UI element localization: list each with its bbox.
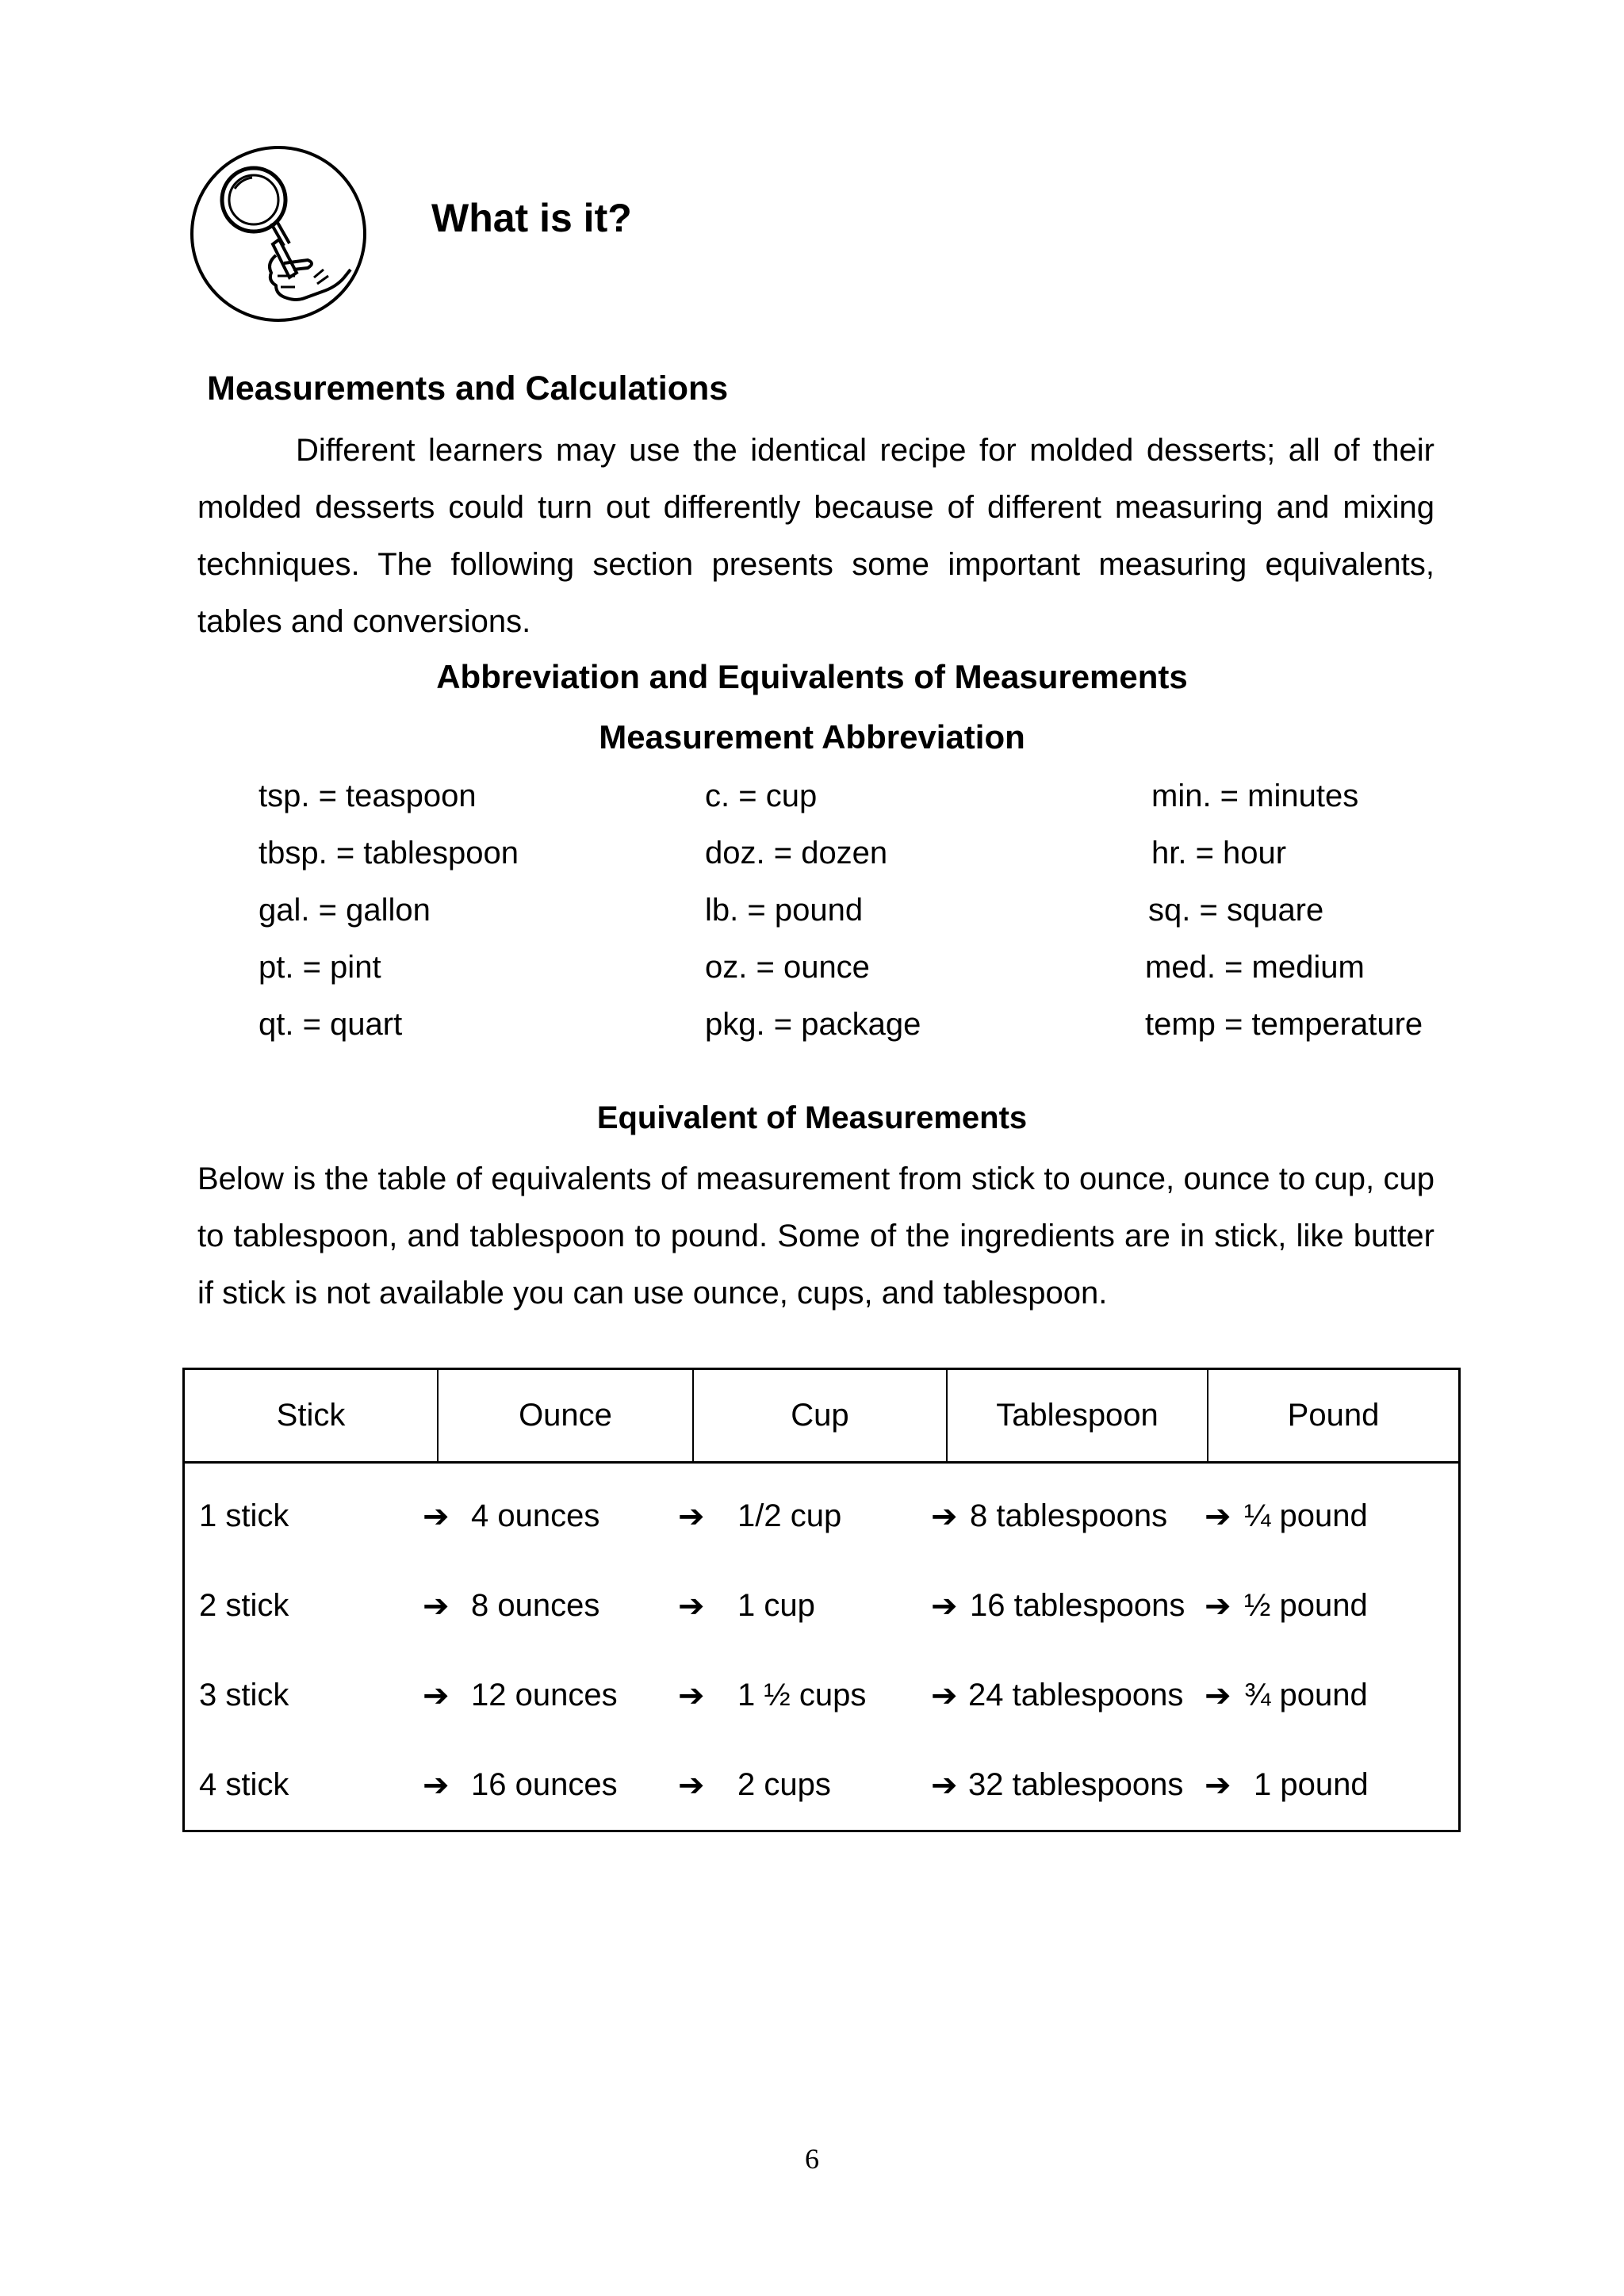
abbreviation-item: pkg. = package xyxy=(705,1007,921,1042)
abbreviation-item: med. = medium xyxy=(1145,950,1365,985)
abbreviation-item: pt. = pint xyxy=(259,950,381,985)
abbreviation-item: c. = cup xyxy=(705,779,818,813)
measurement-abbreviation-heading: Measurement Abbreviation xyxy=(599,718,1025,756)
arrow-icon: ➔ xyxy=(678,1499,705,1534)
table-cell: 16 tablespoons xyxy=(970,1588,1185,1623)
abbreviation-item: min. = minutes xyxy=(1151,779,1359,813)
table-header-divider xyxy=(185,1461,1458,1464)
table-cell: 32 tablespoons xyxy=(968,1767,1184,1802)
equivalents-table xyxy=(182,1368,1461,1832)
arrow-icon: ➔ xyxy=(678,1768,705,1803)
arrow-icon: ➔ xyxy=(423,1678,450,1713)
table-header-stick: Stick xyxy=(185,1370,439,1461)
section-heading: What is it? xyxy=(431,196,632,240)
table-cell: 4 stick xyxy=(199,1767,289,1802)
abbreviation-item: gal. = gallon xyxy=(259,893,431,928)
table-cell: 2 cups xyxy=(737,1767,831,1802)
table-cell: 1 ½ cups xyxy=(737,1678,867,1712)
abbreviation-heading: Abbreviation and Equivalents of Measurements xyxy=(436,658,1188,695)
arrow-icon: ➔ xyxy=(423,1589,450,1624)
arrow-icon: ➔ xyxy=(678,1589,705,1624)
abbreviation-item: hr. = hour xyxy=(1151,836,1287,871)
table-cell: 1 cup xyxy=(737,1588,815,1623)
arrow-icon: ➔ xyxy=(1205,1678,1231,1713)
table-cell: 8 tablespoons xyxy=(970,1498,1168,1533)
arrow-icon: ➔ xyxy=(931,1589,958,1624)
table-header-pound: Pound xyxy=(1287,1398,1380,1433)
section-title: Measurements and Calculations xyxy=(207,369,729,408)
arrow-icon: ➔ xyxy=(1205,1768,1231,1803)
arrow-icon: ➔ xyxy=(931,1768,958,1803)
abbreviation-item: oz. = ounce xyxy=(705,950,870,985)
table-cell: 8 ounces xyxy=(471,1588,600,1623)
table-cell: 3 stick xyxy=(199,1678,289,1712)
page-number: 6 xyxy=(805,2143,819,2175)
table-header-ounce: Ounce xyxy=(439,1370,694,1461)
intro-paragraph: Different learners may use the identical recipe for molded desserts; all of their molded desserts could turn out differently because of different measuring and mixing techniques. The following section presents some important measuring equivalents, tables and conversions. xyxy=(197,433,1434,639)
table-header-cup: Cup xyxy=(694,1370,948,1461)
abbreviation-item: sq. = square xyxy=(1148,893,1324,928)
arrow-icon: ➔ xyxy=(1205,1499,1231,1534)
equivalent-description: Below is the table of equivalents of measurement from stick to ounce, ounce to cup, cup to tablespoon, and tablespoon to pound. Some of the ingredients are in stick, like butter if stick is not available you can use ounce, cups, and tablespoon. xyxy=(197,1161,1434,1311)
arrow-icon: ➔ xyxy=(678,1678,705,1713)
table-cell: 1/2 cup xyxy=(737,1498,842,1533)
equivalent-heading: Equivalent of Measurements xyxy=(596,1100,1028,1135)
table-cell: ½ pound xyxy=(1244,1588,1368,1623)
abbreviation-item: lb. = pound xyxy=(705,893,864,928)
table-cell: 24 tablespoons xyxy=(968,1678,1184,1712)
table-cell: 12 ounces xyxy=(471,1678,618,1712)
abbreviation-item: tbsp. = tablespoon xyxy=(259,836,519,871)
arrow-icon: ➔ xyxy=(423,1499,450,1534)
magnifying-glass-hand-icon xyxy=(189,144,368,323)
arrow-icon: ➔ xyxy=(931,1678,958,1713)
table-cell: 4 ounces xyxy=(471,1498,600,1533)
abbreviation-item: doz. = dozen xyxy=(705,836,888,871)
abbreviation-item: temp = temperature xyxy=(1145,1007,1423,1042)
table-cell: ¾ pound xyxy=(1244,1678,1368,1712)
abbreviation-item: tsp. = teaspoon xyxy=(259,779,477,813)
arrow-icon: ➔ xyxy=(423,1768,450,1803)
arrow-icon: ➔ xyxy=(931,1499,958,1534)
table-cell: 2 stick xyxy=(199,1588,289,1623)
table-cell: 1 pound xyxy=(1254,1767,1369,1802)
table-header-tablespoon: Tablespoon xyxy=(948,1370,1208,1461)
table-cell: 16 ounces xyxy=(471,1767,618,1802)
table-cell: 1 stick xyxy=(199,1498,289,1533)
abbreviation-item: qt. = quart xyxy=(259,1007,403,1042)
arrow-icon: ➔ xyxy=(1205,1589,1231,1624)
table-cell: ¼ pound xyxy=(1244,1498,1368,1533)
